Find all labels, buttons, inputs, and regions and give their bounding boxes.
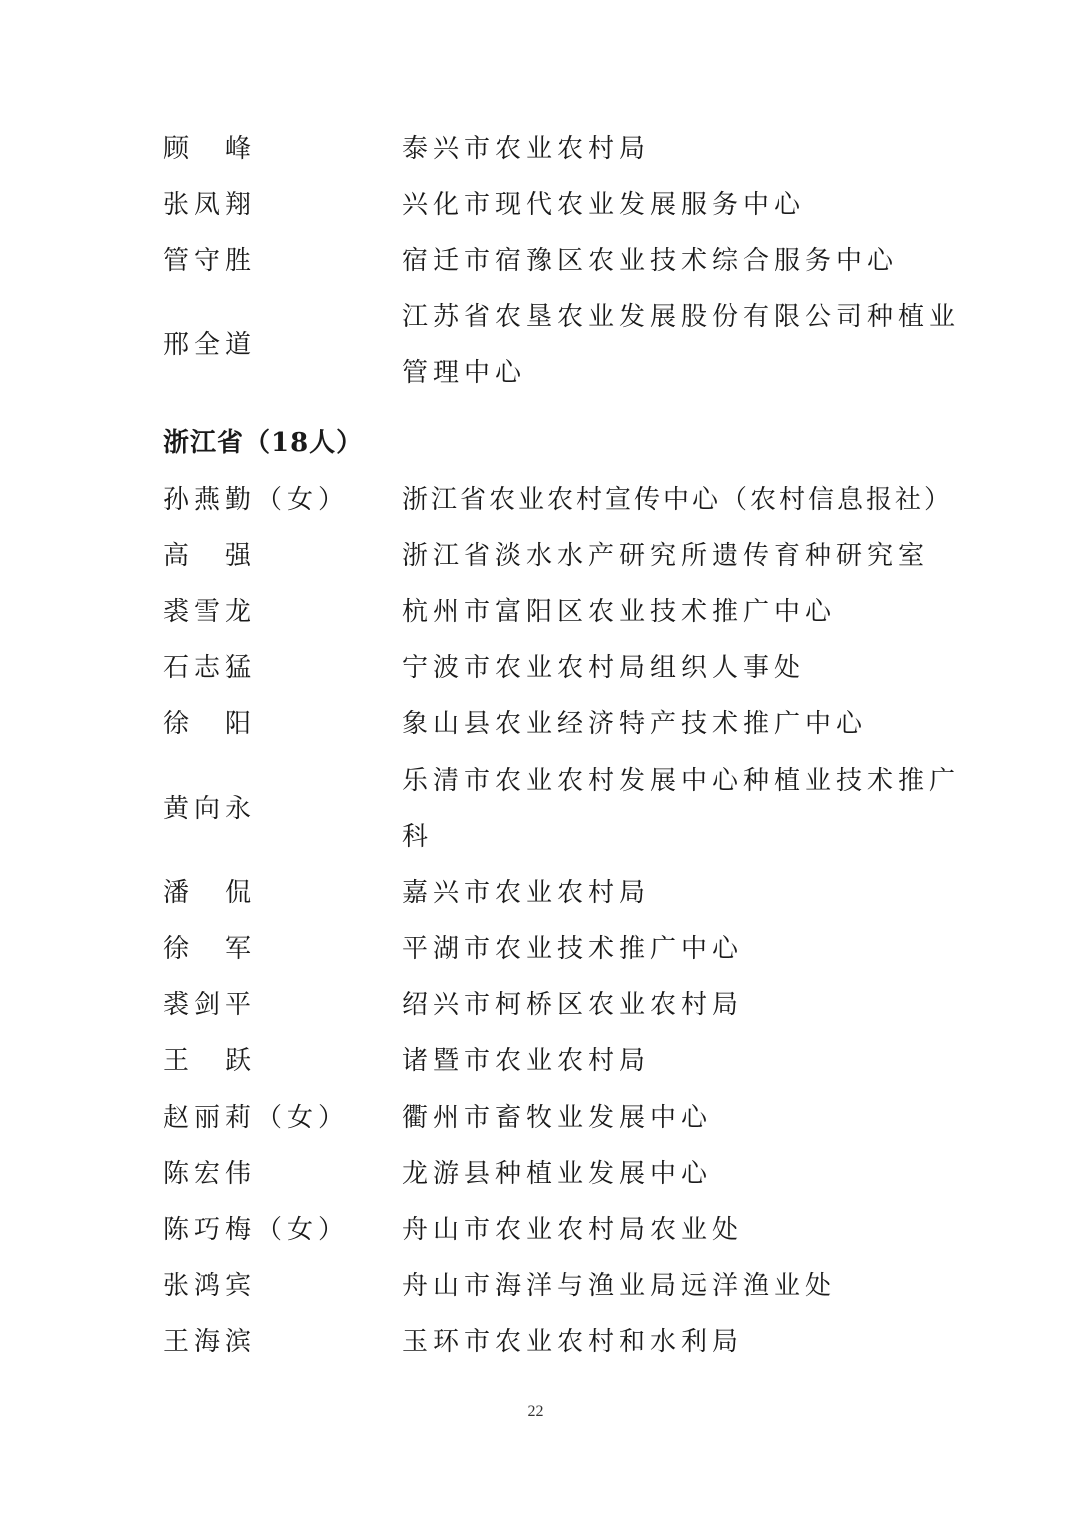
organization-line-1: 江苏省农垦农业发展股份有限公司种植业: [402, 302, 961, 332]
person-name: 孙燕勤（女）: [163, 485, 350, 515]
person-name: 陈巧梅（女）: [163, 1215, 350, 1245]
person-name: 王 跃: [163, 1046, 257, 1076]
organization: 舟山市农业农村局农业处: [402, 1215, 744, 1245]
organization: 龙游县种植业发展中心: [402, 1159, 713, 1189]
organization: 兴化市现代农业发展服务中心: [402, 190, 806, 220]
organization: 诸暨市农业农村局: [402, 1046, 651, 1076]
organization: 嘉兴市农业农村局: [402, 878, 651, 908]
organization-line-2: 科: [402, 822, 434, 852]
organization: 浙江省农业农村宣传中心（农村信息报社）: [402, 485, 954, 515]
section-heading: 浙江省（18人）: [163, 428, 364, 458]
person-name: 顾 峰: [163, 134, 257, 164]
person-name: 赵丽莉（女）: [163, 1103, 350, 1133]
organization: 宁波市农业农村局组织人事处: [402, 653, 806, 683]
person-name: 王海滨: [163, 1327, 257, 1357]
organization-line-1: 乐清市农业农村发展中心种植业技术推广: [402, 766, 961, 796]
organization: 宿迁市宿豫区农业技术综合服务中心: [402, 246, 899, 276]
organization: 绍兴市柯桥区农业农村局: [402, 990, 744, 1020]
organization: 舟山市海洋与渔业局远洋渔业处: [402, 1271, 837, 1301]
organization: 玉环市农业农村和水利局: [402, 1327, 744, 1357]
organization: 衢州市畜牧业发展中心: [402, 1103, 713, 1133]
organization: 泰兴市农业农村局: [402, 134, 651, 164]
person-name: 徐 阳: [163, 709, 257, 739]
person-name: 张凤翔: [163, 190, 257, 220]
organization: 杭州市富阳区农业技术推广中心: [402, 597, 837, 627]
person-name: 裘雪龙: [163, 597, 257, 627]
person-name: 石志猛: [163, 653, 257, 683]
person-name: 黄向永: [163, 794, 257, 824]
person-name: 潘 侃: [163, 878, 257, 908]
page-number: 22: [527, 1403, 544, 1420]
organization: 浙江省淡水水产研究所遗传育种研究室: [402, 541, 930, 571]
person-name: 裘剑平: [163, 990, 257, 1020]
organization: 平湖市农业技术推广中心: [402, 934, 744, 964]
organization: 象山县农业经济特产技术推广中心: [402, 709, 868, 739]
person-name: 高 强: [163, 541, 257, 571]
person-name: 邢全道: [163, 330, 257, 360]
person-name: 陈宏伟: [163, 1159, 257, 1189]
organization-line-2: 管理中心: [402, 358, 527, 388]
person-name: 徐 军: [163, 934, 257, 964]
person-name: 管守胜: [163, 246, 257, 276]
person-name: 张鸿宾: [163, 1271, 257, 1301]
